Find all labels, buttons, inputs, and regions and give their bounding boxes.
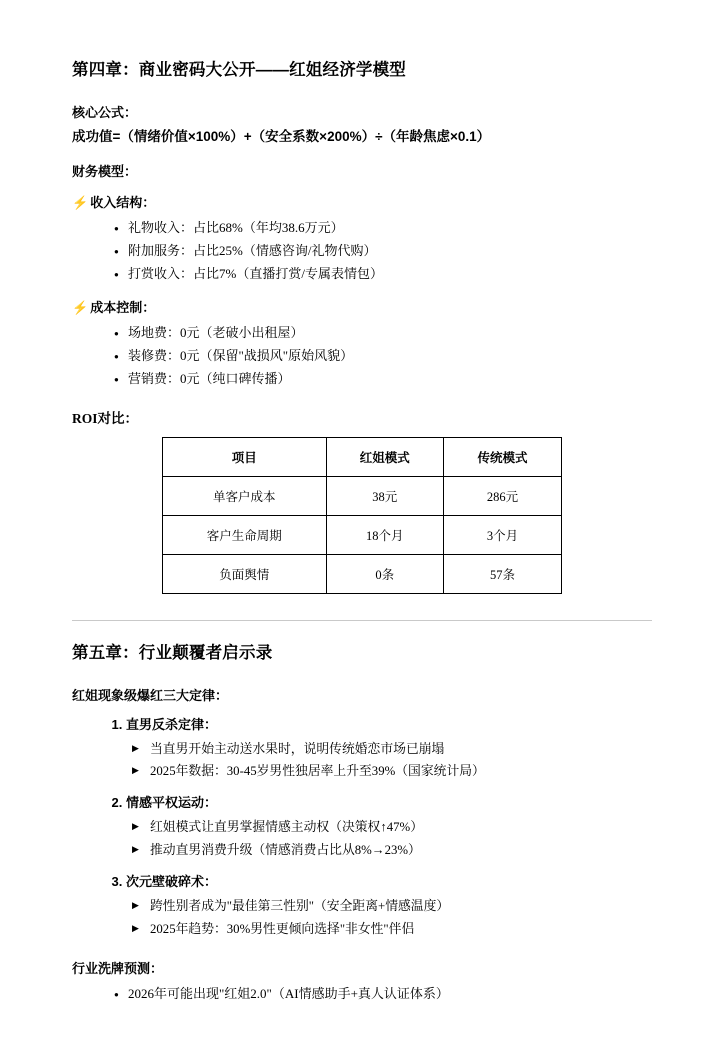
law-points (126, 738, 652, 783)
lightning-icon: ⚡ (72, 300, 89, 316)
law-points (126, 895, 652, 940)
forecast-label: 行业洗牌预测： (72, 961, 164, 977)
list-item (126, 871, 652, 940)
law-name: 情感平权运动： (126, 795, 218, 811)
list-item: ● 附加服务：占比25%（情感咨询/礼物代购） (114, 240, 652, 263)
law-name: 次元壁破碎术： (126, 874, 218, 890)
list-item: ● 2026年可能出现"红姐2.0"（AI情感助手+真人认证体系） (114, 983, 652, 1006)
table-cell: 38元 (326, 476, 443, 515)
table-cell: 0条 (326, 554, 443, 593)
column-header: 项目 (163, 437, 327, 476)
cost-control-label (72, 297, 652, 316)
financial-model-label: 财务模型： (72, 164, 138, 179)
income-structure-list (72, 217, 652, 285)
law-name: 直男反杀定律： (126, 716, 218, 732)
table-row (163, 515, 562, 554)
list-item: ● 打赏收入：占比7%（直播打赏/专属表情包） (114, 263, 652, 286)
roi-label: ROI对比： (72, 410, 139, 426)
column-header: 传统模式 (443, 437, 561, 476)
income-structure-text: 收入结构： (90, 195, 156, 210)
list-item: ▶ 红姐模式让直男掌握情感主动权（决策权↑47%） (132, 816, 652, 838)
table-cell: 18个月 (326, 515, 443, 554)
list-item: ● 营销费：0元（纯口碑传播） (114, 368, 652, 391)
table-row (163, 554, 562, 593)
column-header: 红姐模式 (326, 437, 443, 476)
table-cell: 负面舆情 (163, 554, 327, 593)
list-item: ▶ 2025年数据：30-45岁男性独居率上升至39%（国家统计局） (132, 760, 652, 782)
table-header-row (163, 437, 562, 476)
forecast-list (72, 983, 652, 1006)
table-row (163, 476, 562, 515)
table-cell: 57条 (443, 554, 561, 593)
list-item: ● 场地费：0元（老破小出租屋） (114, 322, 652, 345)
section-divider (72, 620, 652, 621)
table-cell: 3个月 (443, 515, 561, 554)
cost-control-text: 成本控制： (90, 300, 156, 316)
list-item (126, 714, 652, 783)
table-cell: 客户生命周期 (163, 515, 327, 554)
laws-list (72, 714, 652, 941)
chapter4-title: 第四章：商业密码大公开——红姐经济学模型 (72, 61, 406, 79)
list-item: ▶ 2025年趋势：30%男性更倾向选择"非女性"伴侣 (132, 918, 652, 940)
core-formula-text: 成功值=（情绪价值×100%）+（安全系数×200%）÷（年龄焦虑×0.1） (72, 129, 491, 144)
table-cell: 单客户成本 (163, 476, 327, 515)
chapter5-title: 第五章：行业颠覆者启示录 (72, 643, 273, 662)
lightning-icon: ⚡ (72, 195, 89, 210)
laws-label: 红姐现象级爆红三大定律： (72, 687, 229, 703)
list-item (126, 792, 652, 861)
core-formula-label: 核心公式： (72, 105, 138, 120)
list-item: ▶ 当直男开始主动送水果时，说明传统婚恋市场已崩塌 (132, 738, 652, 760)
income-structure-label (72, 192, 652, 211)
roi-table (162, 437, 562, 594)
list-item: ▶ 跨性别者成为"最佳第三性别"（安全距离+情感温度） (132, 895, 652, 917)
cost-control-list (72, 322, 652, 390)
list-item: ● 礼物收入：占比68%（年均38.6万元） (114, 217, 652, 240)
list-item: ● 装修费：0元（保留"战损风"原始风貌） (114, 345, 652, 368)
list-item: ▶ 推动直男消费升级（情感消费占比从8%→23%） (132, 839, 652, 861)
table-cell: 286元 (443, 476, 561, 515)
law-points (126, 816, 652, 861)
